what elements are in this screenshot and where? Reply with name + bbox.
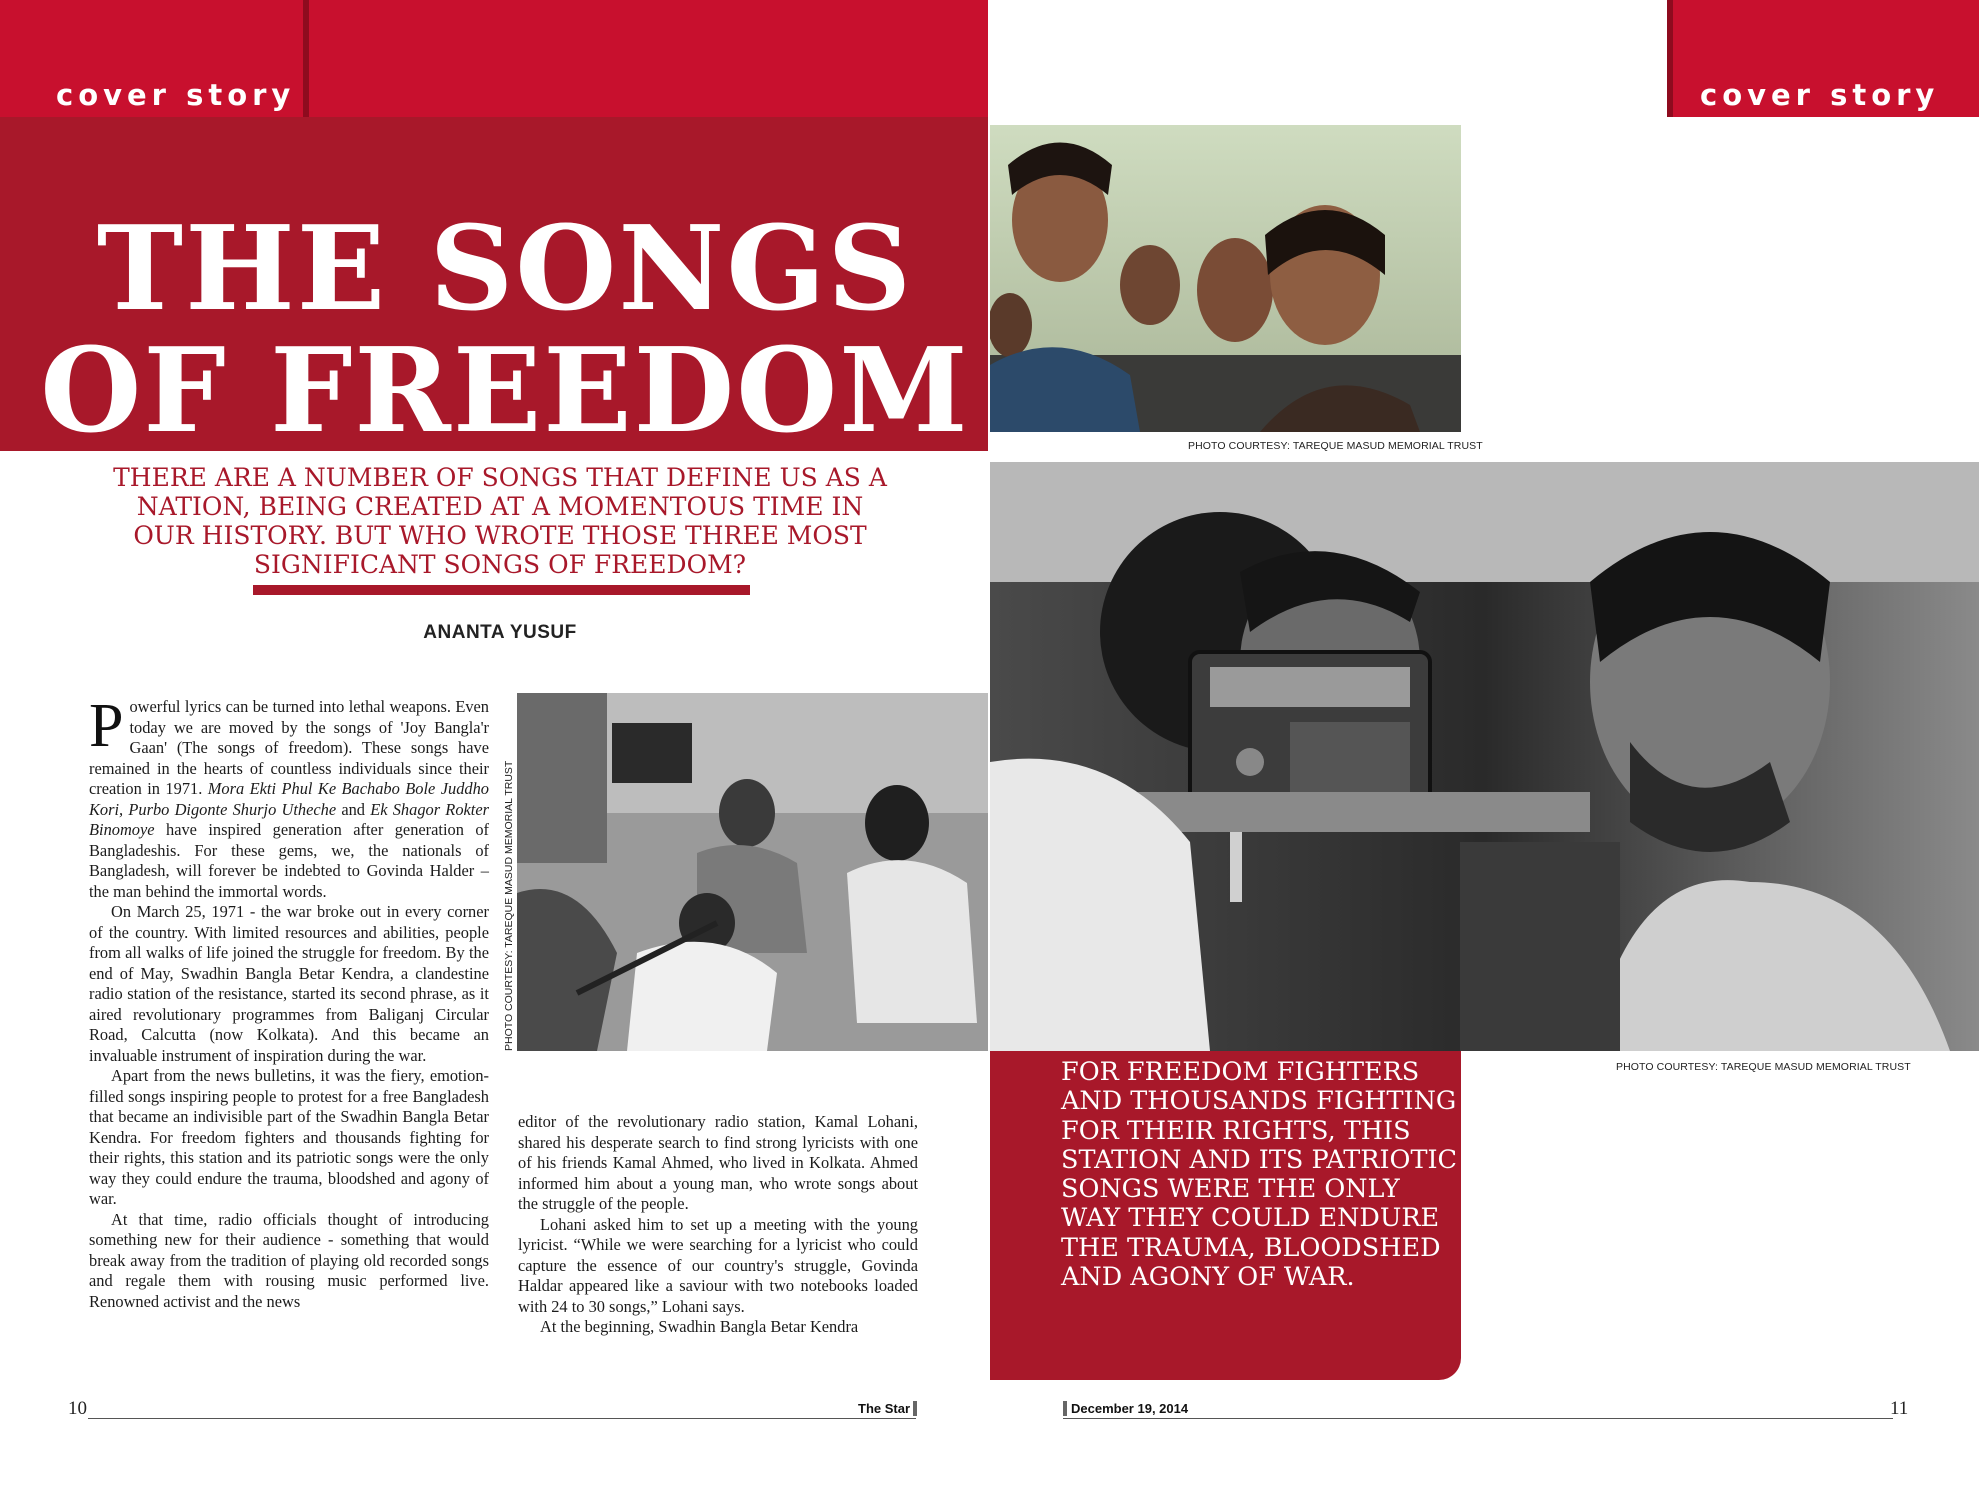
photo-credit: PHOTO COURTESY: TAREQUE MASUD MEMORIAL TRUST	[1188, 440, 1483, 452]
photo-credit-vertical: PHOTO COURTESY: TAREQUE MASUD MEMORIAL TRUST	[503, 760, 515, 1051]
header-divider-strip	[1667, 0, 1673, 117]
article-column-1	[89, 692, 489, 1312]
page-title	[40, 201, 970, 459]
headline-line-2: OF FREEDOM	[40, 323, 970, 459]
deck-underline	[253, 585, 750, 595]
photo-workers	[517, 693, 988, 1051]
article-deck: THERE ARE A NUMBER OF SONGS THAT DEFINE US AS A NATION, BEING CREATED AT A MOMENTOUS TIME IN OUR HISTORY. BUT WHO WROTE THOSE THREE MOST SIGNIFICANT SONGS OF FREEDOM?	[113, 463, 887, 579]
page-number-right: 11	[1890, 1398, 1909, 1419]
paragraph: On March 25, 1971 - the war broke out in every corner of the country. With limited resources and abilities, people from all walks of life joined the struggle for freedom. By the end of May, Swadhin Bangla Betar Kendra, a clandestine radio station of the resistance, started its second phrase, as it aired revolutionary programmes from Baliganj Circular Road, Calcutta (now Kolkata). And this became an invaluable instrument of inspiration during the war.	[89, 902, 489, 1065]
drop-cap: P	[89, 692, 124, 760]
photo-credit: PHOTO COURTESY: TAREQUE MASUD MEMORIAL TRUST	[1616, 1061, 1911, 1073]
footer-rule-right	[1063, 1418, 1893, 1419]
paragraph: At the beginning, Swadhin Bangla Betar Kendra	[540, 1317, 859, 1336]
section-tag-left: cover story	[56, 78, 296, 112]
paragraph: Apart from the news bulletins, it was the fiery, emotion-filled songs inspiring people to protest for a free Bangladesh that became an indivisible part of the Swadhin Bangla Betar Kendra. For freedom fighters and thousands fighting for their rights, this station and its patriotic songs were the only way they could endure the trauma, bloodshed and agony of war.	[89, 1066, 489, 1208]
footer-rule-left	[88, 1418, 916, 1419]
article-column-2	[518, 1112, 918, 1338]
paragraph: At that time, radio officials thought of introducing something new for their audience - something that would break away from the tradition of playing old recorded songs and regale them with rousing music performed live. Renowned activist and the news	[89, 1209, 489, 1311]
header-divider-strip	[303, 0, 309, 117]
paragraph: Lohani asked him to set up a meeting with the young lyricist. “While we were searching for a lyricist who could capture the essence of our country's struggle, Govinda Haldar appeared like a saviour with two notebooks loaded with 24 to 30 songs,” Lohani says.	[518, 1214, 918, 1316]
publication-name: The Star	[858, 1401, 917, 1416]
issue-date: December 19, 2014	[1063, 1401, 1188, 1416]
pull-quote: FOR FREEDOM FIGHTERS AND THOUSANDS FIGHTING FOR THEIR RIGHTS, THIS STATION AND ITS PATRIOTIC SONGS WERE THE ONLY WAY THEY COULD ENDURE THE TRAUMA, BLOODSHED AND AGONY OF WAR.	[1061, 1057, 1458, 1293]
byline: ANANTA YUSUF	[423, 622, 577, 643]
page-number-left: 10	[68, 1398, 87, 1419]
photo-singers	[990, 125, 1461, 432]
paragraph: Powerful lyrics can be turned into lethal weapons. Even today we are moved by the songs of 'Joy Bangla'r Gaan' (The songs of freedom). These songs have remained in the hearts of countless individuals since their creation in 1971. Mora Ekti Phul Ke Bachabo Bole Juddho Kori, Purbo Digonte Shurjo Utheche and Ek Shagor Rokter Binomoye have inspired generation after generation of Bangladeshis. For these gems, we, the nationals of Bangladesh, will forever be indebted to Govinda Halder – the man behind the immortal words.	[89, 692, 489, 901]
headline-line-1: THE SONGS	[96, 201, 914, 337]
section-tag-right: cover story	[1700, 78, 1940, 112]
paragraph: editor of the revolutionary radio station, Kamal Lohani, shared his desperate search to find strong lyricists with one of his friends Kamal Ahmed, who lived in Kolkata. Ahmed informed him about a young man, who wrote songs about the struggle of the people.	[518, 1112, 918, 1213]
photo-radio-listeners	[990, 462, 1979, 1051]
